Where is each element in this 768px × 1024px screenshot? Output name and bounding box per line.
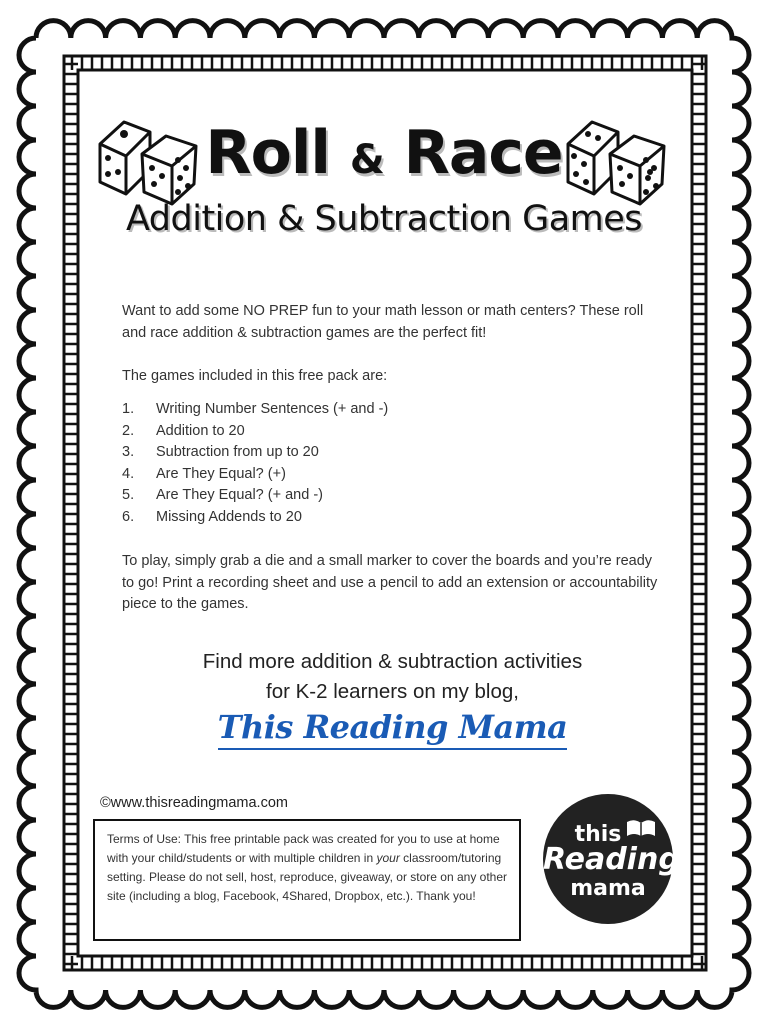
intro-paragraph: Want to add some NO PREP fun to your math lesson or math centers? These roll and race addition & subtraction games are the perfect fit!: [122, 303, 644, 341]
list-item: 5. Are They Equal? (+ and -): [122, 487, 323, 503]
list-item: 6. Missing Addends to 20: [122, 508, 302, 525]
list-item: 3. Subtraction from up to 20: [122, 444, 319, 460]
blog-note: Find more addition & subtraction activities for K-2 learners on my blog,: [202, 650, 583, 703]
list-item: 2. Addition to 20: [122, 422, 245, 439]
page-subtitle: Addition & Subtraction Games: [125, 199, 643, 239]
copyright-text: ©www.thisreadingmama.com: [100, 795, 288, 811]
terms-of-use-box: Terms of Use: This free printable pack was created for you to use at home with your child/students or with multiple children in your classroom/tutoring setting. Please do not sell, host, reproduce, giveaway, or store on any other site (including a blog, Facebook, 4Shared, Dropbox, etc.). Thank you!: [93, 819, 521, 941]
blog-link[interactable]: This Reading Mama: [0, 708, 768, 746]
page-title: Roll & Race: [205, 118, 563, 188]
list-item: 1. Writing Number Sentences (+ and -): [122, 401, 389, 417]
this-reading-mama-logo: this Reading mama: [543, 794, 673, 924]
games-list: [122, 399, 662, 528]
list-intro: The games included in this free pack are:: [122, 368, 388, 384]
title-block: [0, 118, 768, 239]
list-item: 4. Are They Equal? (+): [122, 465, 286, 482]
outro-paragraph: To play, simply grab a die and a small marker to cover the boards and you’re ready to go! Print a recording sheet and use a pencil to add an extension or accountability piece to the games.: [122, 553, 658, 612]
